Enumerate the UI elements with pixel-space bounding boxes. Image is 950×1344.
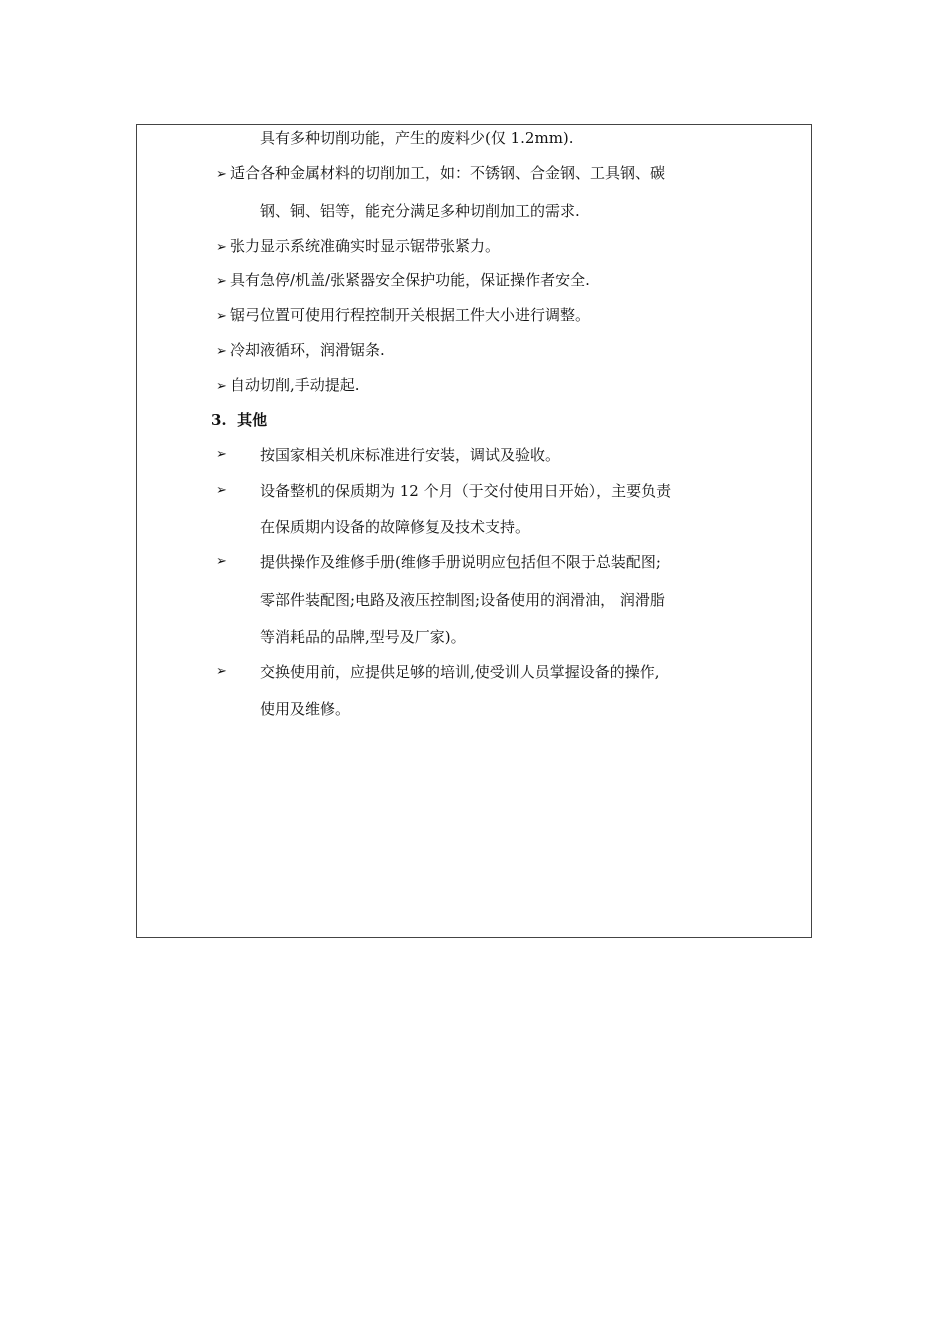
feature-item-materials bbox=[216, 163, 665, 185]
other-item-text-continuation: 使用及维修。 bbox=[260, 700, 351, 718]
other-item-text: 提供操作及维修手册(维修手册说明应包括但不限于总装配图; bbox=[260, 553, 661, 571]
section-title: 其他 bbox=[237, 411, 268, 429]
feature-text-continuation: 钢、铜、铝等，能充分满足多种切削加工的需求. bbox=[260, 202, 580, 220]
arrow-bullet-icon: ➢ bbox=[216, 344, 227, 359]
section-heading bbox=[211, 410, 267, 430]
feature-text: 冷却液循环，润滑锯条. bbox=[230, 341, 385, 359]
other-item-text-continuation: 在保质期内设备的故障修复及技术支持。 bbox=[260, 518, 531, 536]
feature-item-tension bbox=[216, 236, 500, 258]
arrow-bullet-icon: ➢ bbox=[216, 554, 227, 569]
feature-item-coolant bbox=[216, 340, 385, 362]
section-number: 3. bbox=[211, 411, 227, 429]
arrow-bullet-icon: ➢ bbox=[216, 240, 227, 255]
feature-continuation-text: 具有多种切削功能，产生的废料少(仅 1.2mm). bbox=[260, 129, 574, 147]
arrow-bullet-icon: ➢ bbox=[216, 447, 227, 462]
other-item-text: 按国家相关机床标准进行安装，调试及验收。 bbox=[260, 446, 561, 464]
arrow-bullet-icon: ➢ bbox=[216, 664, 227, 679]
feature-item-saw-bow bbox=[216, 305, 590, 327]
arrow-bullet-icon: ➢ bbox=[216, 274, 227, 289]
other-item-text-continuation: 零部件装配图;电路及液压控制图;设备使用的润滑油， 润滑脂 bbox=[260, 591, 665, 609]
feature-text: 张力显示系统准确实时显示锯带张紧力。 bbox=[230, 237, 501, 255]
other-item-text: 交换使用前，应提供足够的培训,使受训人员掌握设备的操作, bbox=[260, 663, 660, 681]
arrow-bullet-icon: ➢ bbox=[216, 309, 227, 324]
arrow-bullet-icon: ➢ bbox=[216, 167, 227, 182]
arrow-bullet-icon: ➢ bbox=[216, 483, 227, 498]
other-item-text: 设备整机的保质期为 12 个月（于交付使用日开始），主要负责 bbox=[260, 482, 672, 500]
feature-text: 适合各种金属材料的切削加工，如：不锈钢、合金钢、工具钢、碳 bbox=[230, 164, 666, 182]
feature-item-safety bbox=[216, 270, 590, 292]
arrow-bullet-icon: ➢ bbox=[216, 379, 227, 394]
feature-text: 具有急停/机盖/张紧器安全保护功能，保证操作者安全. bbox=[230, 271, 590, 289]
feature-item-auto-cut bbox=[216, 375, 360, 397]
other-item-text-continuation: 等消耗品的品牌,型号及厂家)。 bbox=[260, 628, 466, 646]
feature-text: 锯弓位置可使用行程控制开关根据工件大小进行调整。 bbox=[230, 306, 591, 324]
feature-text: 自动切削,手动提起. bbox=[230, 376, 360, 394]
